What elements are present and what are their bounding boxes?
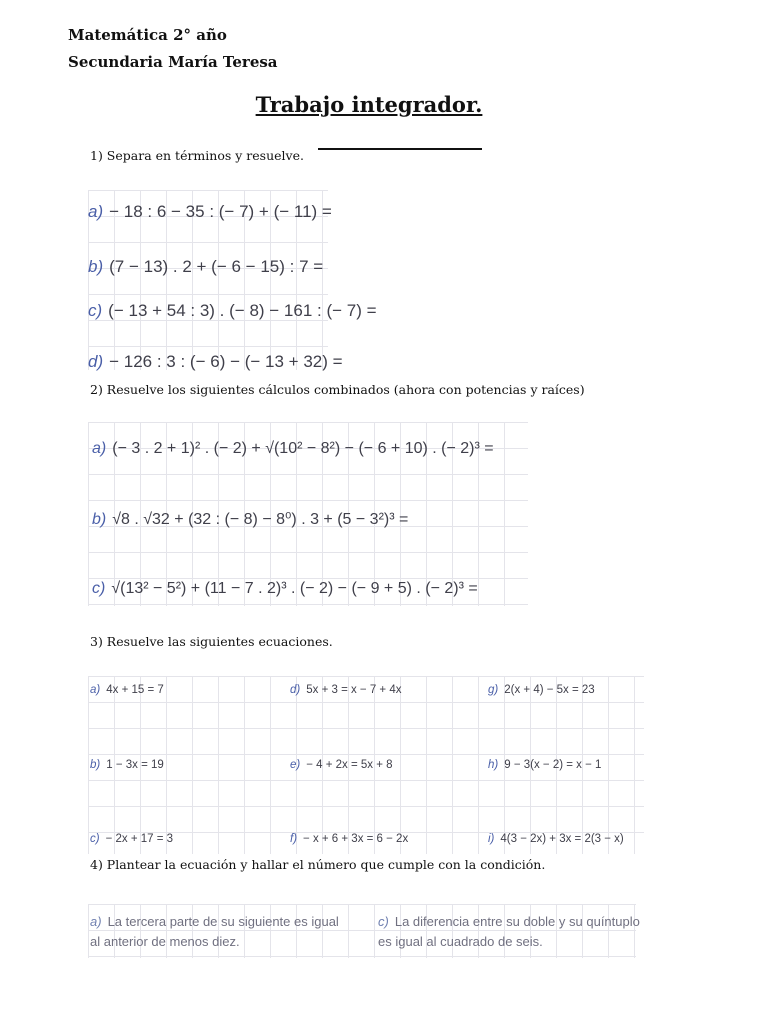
exercise-expression: 5x + 3 = x − 7 + 4x [306, 684, 402, 696]
exercise-label: e) [290, 759, 301, 771]
exercise-expression: La diferencia entre su doble y su quíntuplo es igual al cuadrado de seis. [378, 914, 640, 949]
exercise-label: c) [92, 580, 106, 597]
exercise-2c [92, 580, 478, 598]
exercise-1b [88, 257, 323, 277]
exercise-label: i) [488, 833, 495, 845]
exercise-label: a) [92, 440, 107, 457]
exercise-expression: √8 . √32 + (32 : (− 8) − 8⁰) . 3 + (5 − 3²)³ = [112, 511, 409, 528]
equation-3b [90, 759, 164, 771]
exercise-2a [92, 440, 494, 458]
exercise-label: d) [290, 684, 301, 696]
exercise-label: h) [488, 759, 499, 771]
exercise-label: d) [88, 352, 104, 371]
exercise-2b [92, 509, 408, 529]
exercise-expression: − 126 : 3 : (− 6) − (− 13 + 32) = [109, 352, 343, 371]
exercise-label: g) [488, 684, 499, 696]
exercise-label: b) [90, 759, 101, 771]
exercise-expression: − 18 : 6 − 35 : (− 7) + (− 11) = [109, 202, 332, 221]
problem-4c [378, 912, 640, 952]
section-1-prompt: 1) Separa en términos y resuelve. [90, 148, 304, 163]
exercise-label: c) [378, 914, 389, 929]
exercise-expression: (− 3 . 2 + 1)² . (− 2) + √(10² − 8²) − (− 6 + 10) . (− 2)³ = [112, 440, 494, 457]
exercise-label: a) [90, 914, 102, 929]
section-2-prompt: 2) Resuelve los siguientes cálculos combinados (ahora con potencias y raíces) [90, 382, 585, 397]
exercise-expression: − 2x + 17 = 3 [105, 833, 174, 845]
section-3-prompt: 3) Resuelve las siguientes ecuaciones. [90, 634, 333, 649]
exercise-1c [88, 301, 377, 321]
exercise-1a [88, 202, 332, 222]
exercise-label: a) [90, 684, 101, 696]
exercise-expression: 2(x + 4) − 5x = 23 [504, 684, 595, 696]
exercise-expression: 1 − 3x = 19 [106, 759, 164, 771]
title-rule [318, 148, 482, 150]
exercise-expression: (7 − 13) . 2 + (− 6 − 15) : 7 = [109, 257, 324, 276]
subject-line: Matemática 2° año [68, 26, 227, 44]
exercise-label: b) [88, 257, 104, 276]
exercise-expression: 4x + 15 = 7 [106, 684, 164, 696]
equation-3h [488, 759, 601, 771]
exercise-label: c) [90, 833, 100, 845]
school-line: Secundaria María Teresa [68, 53, 278, 71]
equation-3i [488, 833, 624, 845]
exercise-expression: − 4 + 2x = 5x + 8 [306, 759, 393, 771]
exercise-label: c) [88, 301, 103, 320]
exercise-expression: 9 − 3(x − 2) = x − 1 [504, 759, 602, 771]
problem-4a [90, 912, 340, 952]
exercise-label: b) [92, 511, 107, 528]
exercise-1d [88, 352, 343, 372]
exercise-expression: √(13² − 5²) + (11 − 7 . 2)³ . (− 2) − (− 9 + 5) . (− 2)³ = [111, 580, 478, 597]
equation-3e [290, 759, 393, 771]
section-4-prompt: 4) Plantear la ecuación y hallar el número que cumple con la condición. [90, 857, 546, 872]
exercise-expression: (− 13 + 54 : 3) . (− 8) − 161 : (− 7) = [108, 301, 377, 320]
equation-3g [488, 684, 595, 696]
exercise-expression: 4(3 − 2x) + 3x = 2(3 − x) [500, 833, 624, 845]
exercise-expression: − x + 6 + 3x = 6 − 2x [303, 833, 409, 845]
equation-3f [290, 833, 408, 845]
equation-3c [90, 833, 173, 845]
page-title: Trabajo integrador. [255, 92, 483, 117]
exercise-label: a) [88, 202, 104, 221]
exercise-label: f) [290, 833, 298, 845]
equation-3d [290, 684, 402, 696]
exercise-expression: La tercera parte de su siguiente es igual al anterior de menos diez. [90, 914, 339, 949]
equation-3a [90, 684, 164, 696]
